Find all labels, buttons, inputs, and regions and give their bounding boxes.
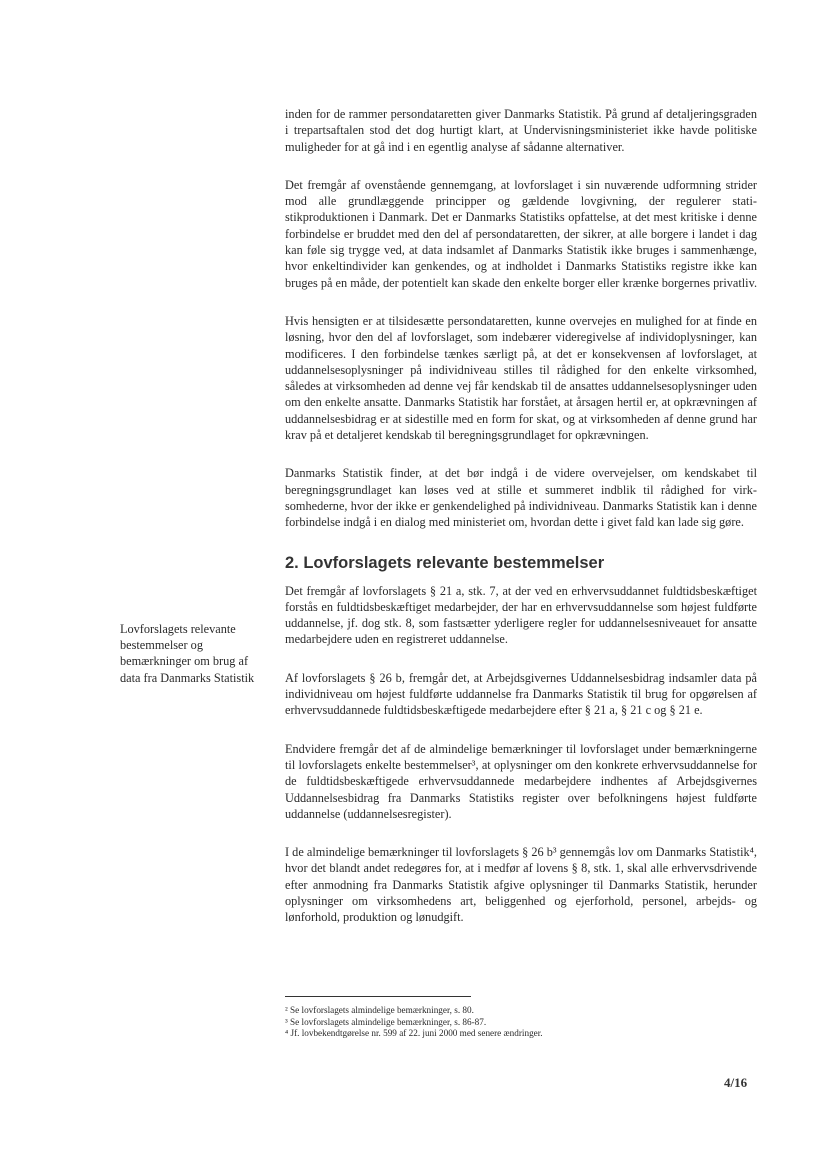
main-column <box>285 106 757 948</box>
footnotes <box>285 1005 757 1040</box>
footnote: ³ Se lovforslagets almindelige bemærkninger, s. 86-87. <box>285 1016 487 1027</box>
paragraph: Danmarks Statistik finder, at det bør indgå i de videre overvejelser, om kendskabet til beregningsgrundlaget kan løses ved at stille et summeret indblik til rådighed for virksomhederne, hvor der ikke er genkendelighed på individniveau. Danmarks Statistik kan i denne forbindelse indgå i en dialog med ministeriet om, hvordan dette i givet fald kan lade sig gøre. <box>285 466 757 530</box>
paragraph: I de almindelige bemærkninger til lovforslagets § 26 b³ gennemgås lov om Danmarks Statistik⁴, hvor det blandt andet redegøres for, at i medfør af lovens § 8, stk. 1, skal alle erhvervsdrivende efter anmodning fra Danmarks Statistik afgive oplysninger til Danmarks Statistik, herunder oplysninger om virksomhedens art, beliggenhed og ejerforhold, personel, arbejds- og lønforhold, produktion og lønudgift. <box>285 845 757 925</box>
paragraph: inden for de rammer persondataretten giver Danmarks Statistik. På grund af detaljeringsgraden i trepartsaftalen stod det dog hurtigt klart, at Undervisningsministeriet ikke havde politiske muligheder for at gå ind i en egentlig analyse af sådanne alternativer. <box>285 107 757 154</box>
footnote: ² Se lovforslagets almindelige bemærkninger, s. 80. <box>285 1005 474 1015</box>
page-number: 4/16 <box>724 1075 748 1090</box>
paragraph: Hvis hensigten er at tilsidesætte persondataretten, kunne overvejes en mulighed for at finde en løsning, hvor den del af lovforslaget, som indebærer videregivelse af individoplysninger, kan modificeres. I den forbindelse tænkes særligt på, at det er konsekvensen af lovforslaget, at uddannelsesoplysninger på individniveau stilles til rådighed for den enkelte virksomhed, således at virksomheden ad denne vej får kendskab til de ansattes uddannelsesoplysninger uden om den enkelte ansatte. Danmarks Statistik har forstået, at årsagen hertil er, at opkrævningen af uddannelsesbidrag er at sidestille med en form for skat, og at virksomheden af denne grund har krav på et detaljeret kendskab til beregningsgrundlaget for opkrævningen. <box>285 313 757 443</box>
paragraph: Af lovforslagets § 26 b, fremgår det, at Arbejdsgivernes Uddannelsesbidrag indsamler data på individniveau om højest fuldførte uddannelse fra Danmarks Statistik til brug for opgørelsen af erhvervsuddannede fuldtidsbeskæftigede medarbejdere efter § 21 a, § 21 c og § 21 e. <box>285 670 757 718</box>
paragraph: Det fremgår af ovenstående gennemgang, at lovforslaget i sin nuværende udformning strider mod alle grundlæggende principper og gældende lovgivning, der regulerer statistikproduktionen i Danmark. Det er Danmarks Statistiks opfattelse, at det mest kritiske i denne forbindelse er bruddet med den del af persondataretten, der sikrer, at alle borgere i landet i dag kan føle sig trygge ved, at data indsamlet af Danmarks Statistik ikke bruges i sammenhænge, hvor enkeltindivider kan genkendes, og at indholdet i Danmarks Statistiks registre ikke kan bruges på en måde, der potentielt kan skade den enkelte borger eller krænke borgernes privatliv. <box>285 177 758 290</box>
section-heading: 2. Lovforslagets relevante bestemmelser <box>285 553 605 572</box>
margin-note: Lovforslagets relevante bestemmelser og bemærkninger om brug af data fra Danmarks Statistik <box>120 622 255 685</box>
paragraph: Endvidere fremgår det af de almindelige bemærkninger til lovforslaget under bemærkningerne til lovforslagets enkelte bestemmelser³, at oplysninger om den konkrete erhvervsuddannelse for de fuldtidsbeskæftigede erhvervsuddannede medarbejdere indhentes af Arbejdsgivernes Uddannelsesbidrag fra Danmarks Statistiks register over befolkningens højest fuldførte uddannelse (uddannelsesregister). <box>285 741 757 821</box>
footnote-divider <box>285 996 471 997</box>
footnote: ⁴ Jf. lovbekendtgørelse nr. 599 af 22. juni 2000 med senere ændringer. <box>285 1028 543 1038</box>
paragraph: Det fremgår af lovforslagets § 21 a, stk. 7, at der ved en erhvervsuddannet fuldtidsbeskæftiget forstås en fuldtidsbeskæftiget medarbejder, der har en erhvervsuddannelse som højest fuldførte uddannelse, jf. dog stk. 8, som fastsætter yderligere regler for uddannelsesniveauet for ansatte medarbejdere uden en registreret uddannelse. <box>285 583 757 647</box>
